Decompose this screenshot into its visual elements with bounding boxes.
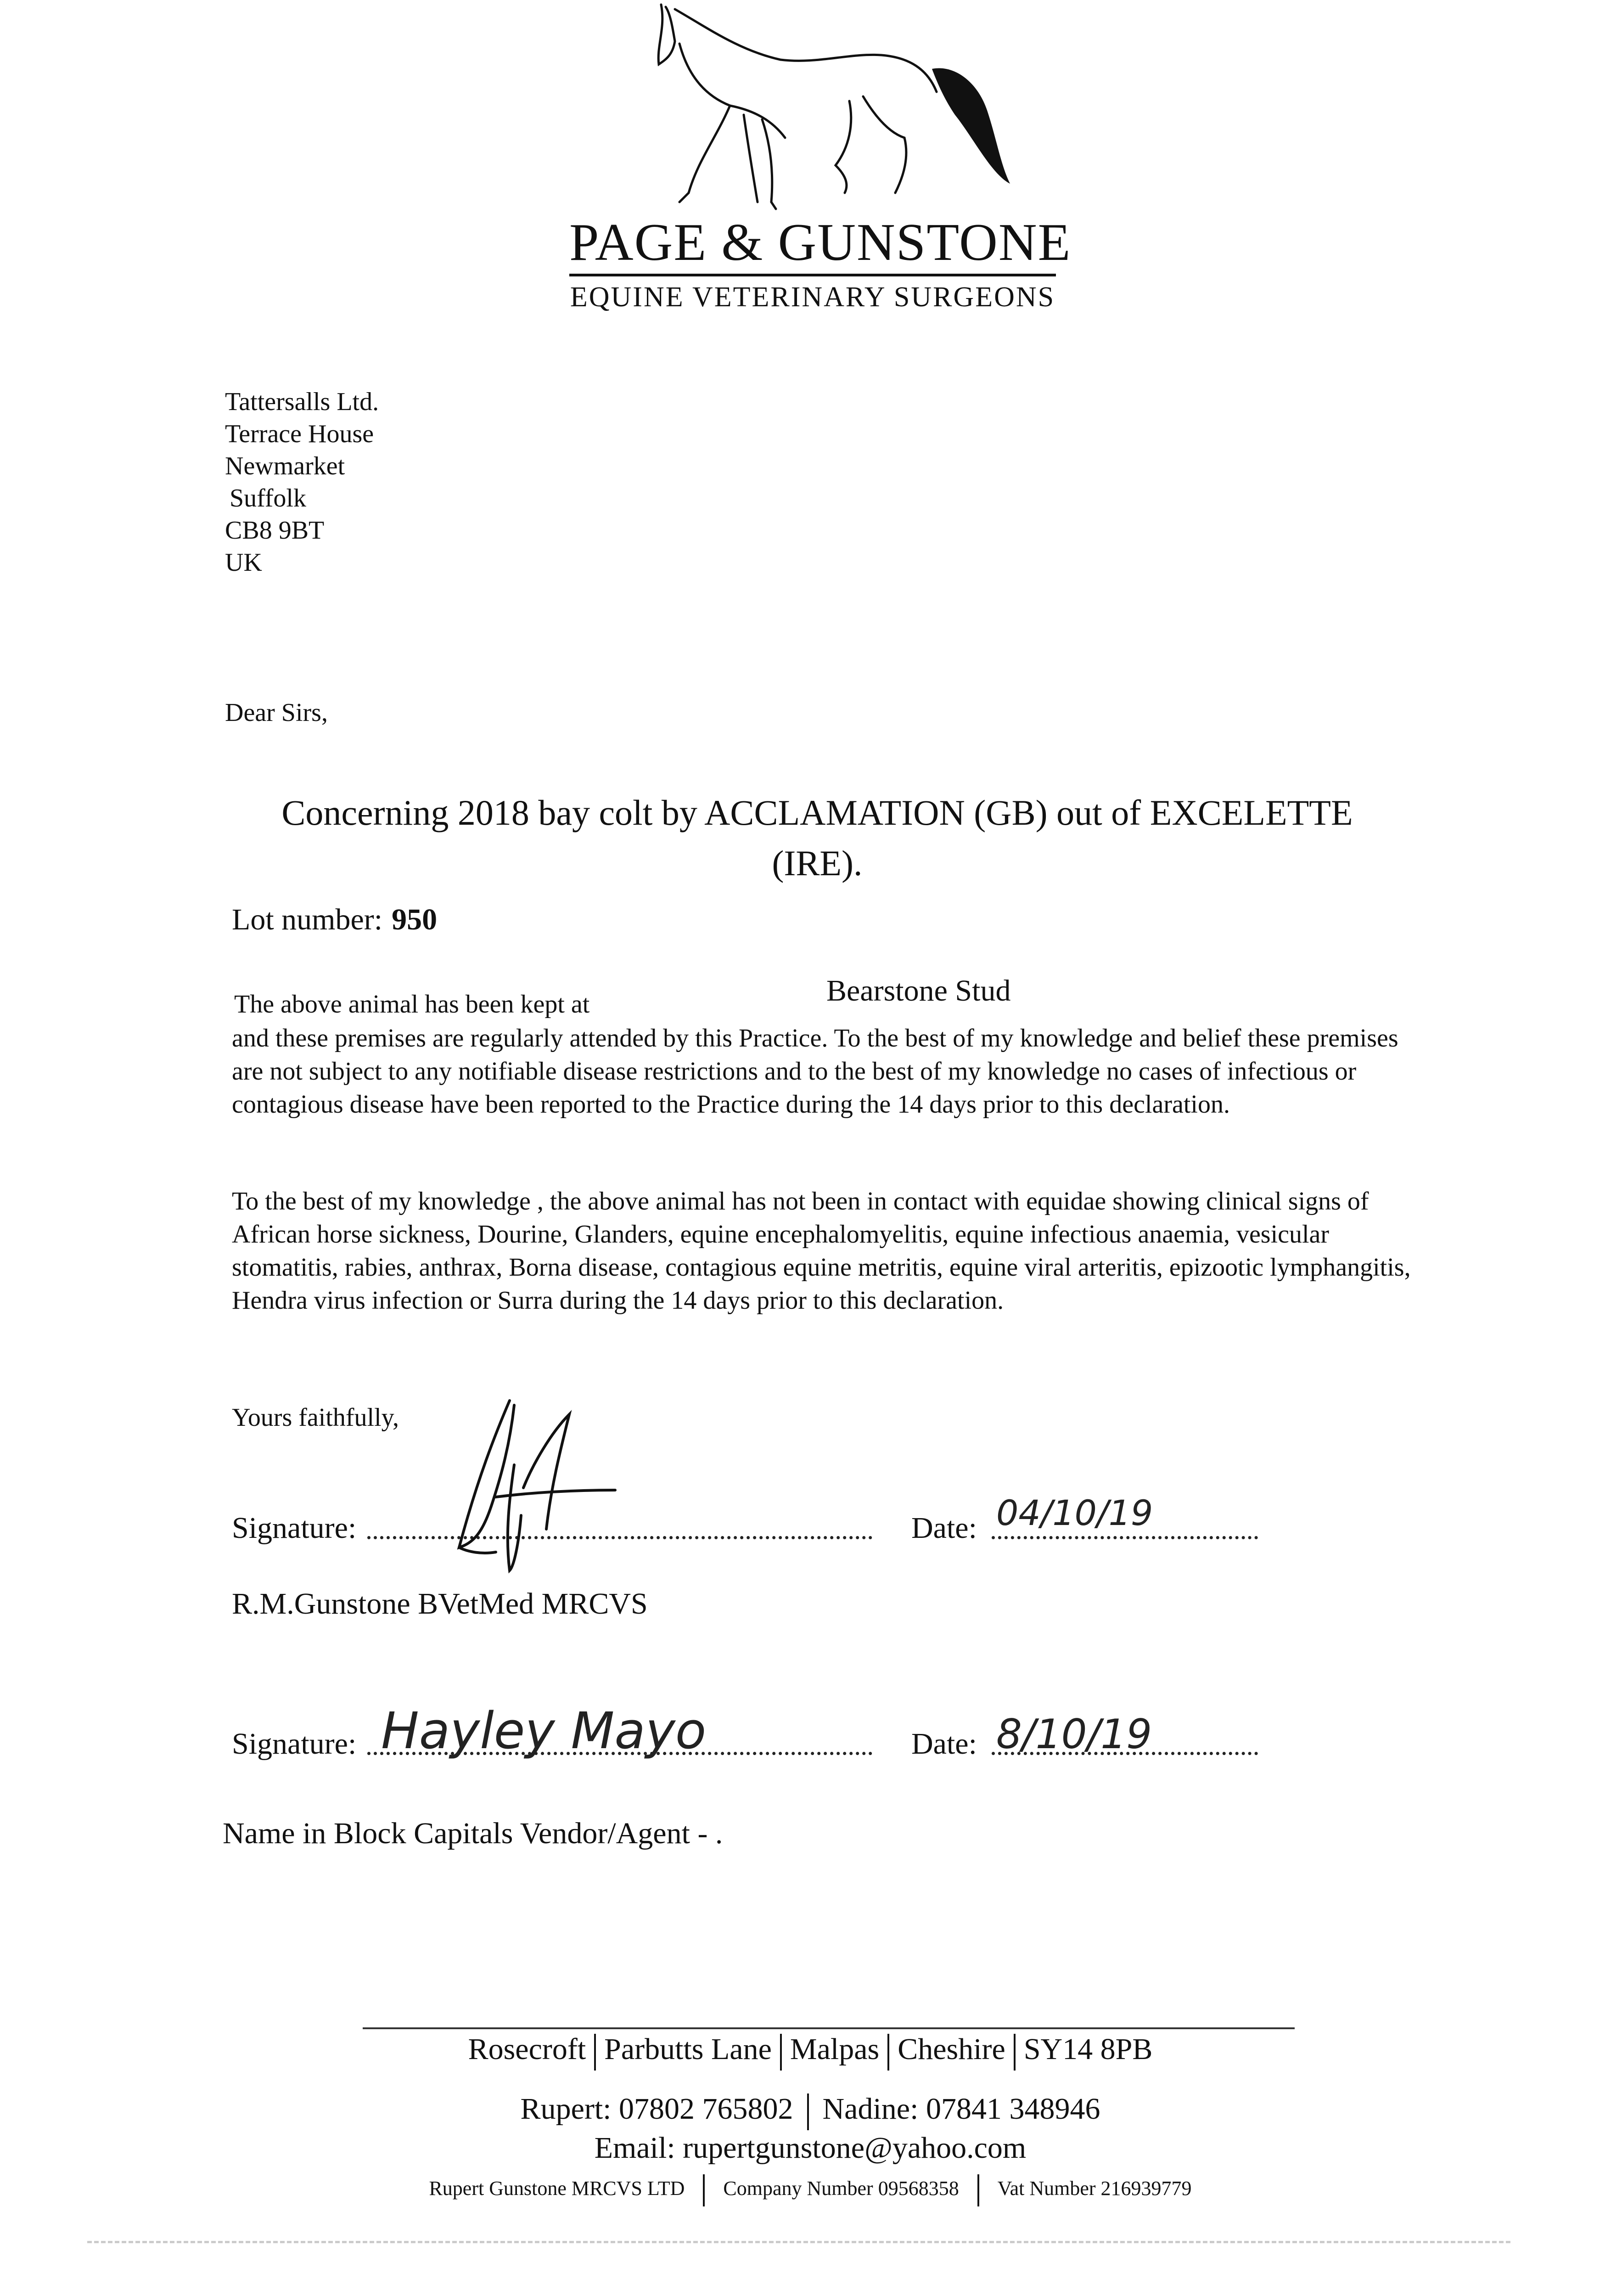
footer-phone-nadine: Nadine: 07841 348946 (822, 2092, 1100, 2126)
signature-1-date-line (992, 1536, 1258, 1539)
footer-address-part: Cheshire (898, 2032, 1005, 2066)
lot-value: 950 (392, 903, 438, 936)
footer-company (230, 2174, 1391, 2206)
address-line-2: Terrace House (225, 420, 374, 448)
footer-address-part: Parbutts Lane (604, 2032, 772, 2066)
signature-2-date-label: Date: (911, 1727, 977, 1761)
paragraph-premises: and these premises are regularly attended by this Practice. To the best of my knowledge and belief these premises are not subject to any notifiable disease restrictions and to the best of my knowledge no cases of infectious or contagious disease have been reported to the Practice during the 14 days prior to this declaration. (232, 1024, 1398, 1119)
footer-email: Email: rupertgunstone@yahoo.com (594, 2131, 1027, 2165)
salutation: Dear Sirs, (225, 698, 328, 727)
kept-at-value: Bearstone Stud (826, 974, 1011, 1007)
footer-address-part: Rosecroft (468, 2032, 586, 2066)
vet-signature-scribble (441, 1396, 634, 1589)
signature-2-date-value: 8/10/19 (996, 1711, 1152, 1758)
closing: Yours faithfully, (232, 1403, 399, 1432)
signature-1-label: Signature: (232, 1511, 357, 1545)
letterhead-divider (569, 274, 1056, 276)
footer-address-part: SY14 8PB (1023, 2032, 1153, 2066)
letterhead-subtitle: EQUINE VETERINARY SURGEONS (570, 281, 1055, 313)
footer-address-part: Malpas (790, 2032, 880, 2066)
footer-vat-number: Vat Number 216939779 (997, 2177, 1192, 2200)
signature-2-signed-name: Hayley Mayo (381, 1701, 707, 1760)
address-line-3: Newmarket (225, 452, 345, 480)
signature-1-date-value: 04/10/19 (996, 1492, 1153, 1533)
address-line-5: CB8 9BT (225, 516, 325, 545)
scan-artifact-dots (87, 2241, 1510, 2243)
subject-line-2: (IRE). (772, 843, 863, 883)
letterhead-name: PAGE & GUNSTONE (569, 213, 1072, 272)
address-line-1: Tattersalls Ltd. (225, 388, 379, 416)
signature-1-date-label: Date: (911, 1511, 977, 1545)
footer-address (230, 2032, 1391, 2071)
lot-number (232, 902, 437, 937)
lot-label: Lot number: (232, 903, 383, 936)
footer-phones (230, 2092, 1391, 2130)
block-capitals-label: Name in Block Capitals Vendor/Agent - . (223, 1817, 723, 1850)
footer-phone-rupert: Rupert: 07802 765802 (520, 2092, 793, 2126)
footer-divider (363, 2027, 1295, 2029)
address-line-6: UK (225, 548, 262, 577)
signature-2-label: Signature: (232, 1727, 357, 1761)
vet-name: R.M.Gunstone BVetMed MRCVS (232, 1587, 648, 1621)
footer-company-name: Rupert Gunstone MRCVS LTD (429, 2177, 685, 2200)
address-line-4: Suffolk (230, 484, 306, 512)
subject-line-1: Concerning 2018 bay colt by ACCLAMATION (GB) out of EXCELETTE (281, 793, 1353, 833)
footer-company-number: Company Number 09568358 (723, 2177, 959, 2200)
kept-at-label: The above animal has been kept at (234, 990, 590, 1019)
horse-logo (634, 0, 1038, 216)
paragraph-disease-contact: To the best of my knowledge , the above animal has not been in contact with equidae showing clinical signs of African horse sickness, Dourine, Glanders, equine encephalomyelitis, equine infectious anaemia, vesicular stomatitis, rabies, anthrax, Borna disease, contagious equine metritis, equine viral arteritis, epizootic lymphangitis, Hendra virus infection or Surra during the 14 days prior to this declaration. (232, 1187, 1411, 1315)
